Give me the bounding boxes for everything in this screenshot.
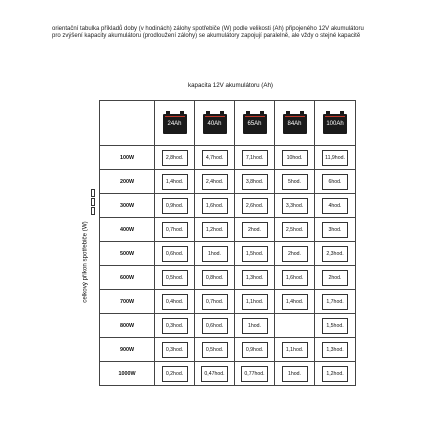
battery-icon: [163, 114, 187, 134]
backup-time-value: 0,5hod.: [162, 270, 188, 286]
wattage-cell: [100, 338, 155, 362]
backup-time-cell: [235, 314, 275, 338]
backup-time-value: 2hod.: [242, 222, 268, 238]
table-row: [100, 266, 356, 290]
wattage-cell: [100, 314, 155, 338]
backup-time-value: [282, 320, 308, 330]
backup-time-value: 0,3hod.: [162, 318, 188, 334]
wattage-label: 900W: [119, 346, 135, 353]
backup-time-cell: [315, 362, 356, 386]
backup-time-cell: [315, 146, 356, 170]
backup-time-cell: [275, 314, 315, 338]
backup-time-cell: [155, 290, 195, 314]
backup-time-cell: [235, 266, 275, 290]
backup-time-value: 0,9hod.: [242, 342, 268, 358]
battery-icon: [283, 114, 307, 134]
backup-time-cell: [275, 242, 315, 266]
table-row: [100, 290, 356, 314]
backup-time-cell: [315, 194, 356, 218]
backup-time-value: 1,1hod.: [242, 294, 268, 310]
battery-icon: [203, 114, 227, 134]
wattage-label: 200W: [119, 178, 135, 185]
backup-time-cell: [155, 170, 195, 194]
backup-time-value: 3hod.: [322, 222, 348, 238]
backup-time-value: 1,3hod.: [322, 342, 348, 358]
backup-time-cell: [155, 242, 195, 266]
backup-time-value: 1,6hod.: [202, 198, 228, 214]
wattage-cell: [100, 242, 155, 266]
table-row: [100, 194, 356, 218]
backup-time-value: 0,4hod.: [162, 294, 188, 310]
wattage-label: 100W: [119, 154, 135, 161]
capacity-header-cell: [315, 101, 356, 146]
backup-time-cell: [195, 266, 235, 290]
intro-text: [52, 26, 382, 40]
backup-time-value: 0,77hod.: [241, 366, 267, 382]
backup-time-value: 1,3hod.: [242, 270, 268, 286]
backup-time-value: 0,47hod.: [201, 366, 227, 382]
wattage-cell: [100, 170, 155, 194]
wattage-cell: [100, 290, 155, 314]
capacity-label: 40Ah: [207, 121, 222, 127]
backup-time-cell: [235, 338, 275, 362]
backup-time-value: 1hod.: [282, 366, 308, 382]
wattage-label: 800W: [119, 322, 135, 329]
table-row: [100, 146, 356, 170]
battery-icon: [323, 114, 347, 134]
backup-time-value: 2hod.: [282, 246, 308, 262]
backup-time-cell: [275, 338, 315, 362]
backup-time-cell: [315, 218, 356, 242]
backup-time-value: 2,3hod.: [322, 246, 348, 262]
backup-time-cell: [155, 218, 195, 242]
backup-time-cell: [235, 170, 275, 194]
marker-icon: [91, 189, 95, 197]
backup-time-value: 0,3hod.: [162, 342, 188, 358]
backup-time-value: 2,6hod.: [242, 198, 268, 214]
table-row: [100, 362, 356, 386]
wattage-cell: [100, 146, 155, 170]
backup-time-cell: [275, 146, 315, 170]
table-row: [100, 170, 356, 194]
intro-line-1: orientační tabulka příkladů doby (v hodinách) zálohy spotřebiče (W) podle velikosti (Ah) připojeného 12V akumulátoru: [52, 26, 364, 32]
backup-time-value: 2,4hod.: [202, 174, 228, 190]
backup-time-value: 0,6hod.: [202, 318, 228, 334]
capacity-label: 84Ah: [287, 121, 302, 127]
backup-time-cell: [315, 338, 356, 362]
marker-icon: [91, 198, 95, 206]
marker-icon: [91, 207, 95, 215]
backup-time-value: 1,5hod.: [322, 318, 348, 334]
battery-icon: [243, 114, 267, 134]
backup-time-cell: [195, 170, 235, 194]
backup-time-cell: [235, 218, 275, 242]
backup-time-cell: [315, 170, 356, 194]
table-row: [100, 338, 356, 362]
backup-time-value: 0,5hod.: [202, 342, 228, 358]
backup-time-cell: [155, 266, 195, 290]
backup-time-value: 3,3hod.: [282, 198, 308, 214]
backup-time-cell: [155, 146, 195, 170]
capacity-header-cell: [195, 101, 235, 146]
wattage-label: 300W: [119, 202, 135, 209]
backup-time-value: 0,8hod.: [202, 270, 228, 286]
backup-time-value: 3,8hod.: [242, 174, 268, 190]
backup-time-value: 2hod.: [322, 270, 348, 286]
backup-time-cell: [235, 242, 275, 266]
backup-time-value: 0,9hod.: [162, 198, 188, 214]
backup-time-cell: [155, 314, 195, 338]
capacity-header-row: [100, 101, 356, 146]
wattage-cell: [100, 362, 155, 386]
backup-time-value: 7,1hod.: [242, 150, 268, 166]
backup-time-value: 1hod.: [202, 246, 228, 262]
backup-time-value: 1,2hod.: [202, 222, 228, 238]
capacity-header-cell: [275, 101, 315, 146]
backup-time-value: 1,5hod.: [242, 246, 268, 262]
backup-time-cell: [235, 194, 275, 218]
wattage-cell: [100, 194, 155, 218]
backup-time-value: 1hod.: [242, 318, 268, 334]
backup-time-value: 6hod.: [322, 174, 348, 190]
wattage-cell: [100, 218, 155, 242]
corner-cell: [100, 101, 155, 146]
wattage-label: 500W: [119, 250, 135, 257]
backup-time-cell: [195, 362, 235, 386]
wattage-label: 600W: [119, 274, 135, 281]
wattage-label: 700W: [119, 298, 135, 305]
y-axis-label: celkový příkon spotřebiče (W): [81, 221, 89, 303]
backup-time-cell: [235, 146, 275, 170]
backup-time-cell: [155, 362, 195, 386]
backup-time-cell: [155, 338, 195, 362]
table-row: [100, 242, 356, 266]
capacity-header-cell: [155, 101, 195, 146]
backup-time-cell: [195, 194, 235, 218]
capacity-label: 100Ah: [326, 121, 344, 127]
backup-time-value: 10hod.: [282, 150, 308, 166]
intro-line-2: pro zvýšení kapacity akumulátoru (prodloužení zálohy) se akumulátory zapojují paralelně, ale vždy o stejné kapacitě: [52, 33, 361, 39]
backup-time-value: 1,6hod.: [282, 270, 308, 286]
backup-time-cell: [195, 218, 235, 242]
backup-time-value: 2,8hod.: [162, 150, 188, 166]
backup-time-cell: [155, 194, 195, 218]
capacity-title: kapacita 12V akumulátoru (Ah): [188, 82, 273, 89]
backup-time-value: 5hod.: [282, 174, 308, 190]
backup-time-cell: [195, 338, 235, 362]
backup-time-cell: [195, 314, 235, 338]
backup-time-cell: [315, 266, 356, 290]
wattage-label: 400W: [119, 226, 135, 233]
backup-time-value: 11,9hod.: [322, 150, 348, 166]
backup-time-cell: [195, 290, 235, 314]
table-row: [100, 218, 356, 242]
backup-time-cell: [315, 242, 356, 266]
backup-time-value: 1,1hod.: [282, 342, 308, 358]
backup-time-value: 4hod.: [322, 198, 348, 214]
capacity-header-cell: [235, 101, 275, 146]
backup-time-value: 0,2hod.: [162, 366, 188, 382]
backup-time-value: 1,4hod.: [282, 294, 308, 310]
backup-time-cell: [315, 290, 356, 314]
backup-time-cell: [315, 314, 356, 338]
backup-time-cell: [275, 362, 315, 386]
backup-time-cell: [275, 218, 315, 242]
backup-time-value: 0,7hod.: [202, 294, 228, 310]
backup-time-value: 1,2hod.: [322, 366, 348, 382]
backup-time-value: 1,4hod.: [162, 174, 188, 190]
backup-time-cell: [235, 290, 275, 314]
table-row: [100, 314, 356, 338]
capacity-label: 24Ah: [167, 121, 182, 127]
backup-time-value: 4,7hod.: [202, 150, 228, 166]
backup-time-cell: [195, 242, 235, 266]
backup-time-cell: [275, 170, 315, 194]
backup-time-value: 0,6hod.: [162, 246, 188, 262]
capacity-label: 65Ah: [247, 121, 262, 127]
backup-time-cell: [275, 194, 315, 218]
wattage-label: 1000W: [118, 370, 136, 377]
backup-time-cell: [195, 146, 235, 170]
backup-time-value: 0,7hod.: [162, 222, 188, 238]
backup-time-value: 1,7hod.: [322, 294, 348, 310]
backup-time-value: 2,5hod.: [282, 222, 308, 238]
backup-time-table: [99, 100, 356, 386]
backup-time-cell: [275, 290, 315, 314]
backup-time-cell: [275, 266, 315, 290]
backup-time-cell: [235, 362, 275, 386]
wattage-cell: [100, 266, 155, 290]
